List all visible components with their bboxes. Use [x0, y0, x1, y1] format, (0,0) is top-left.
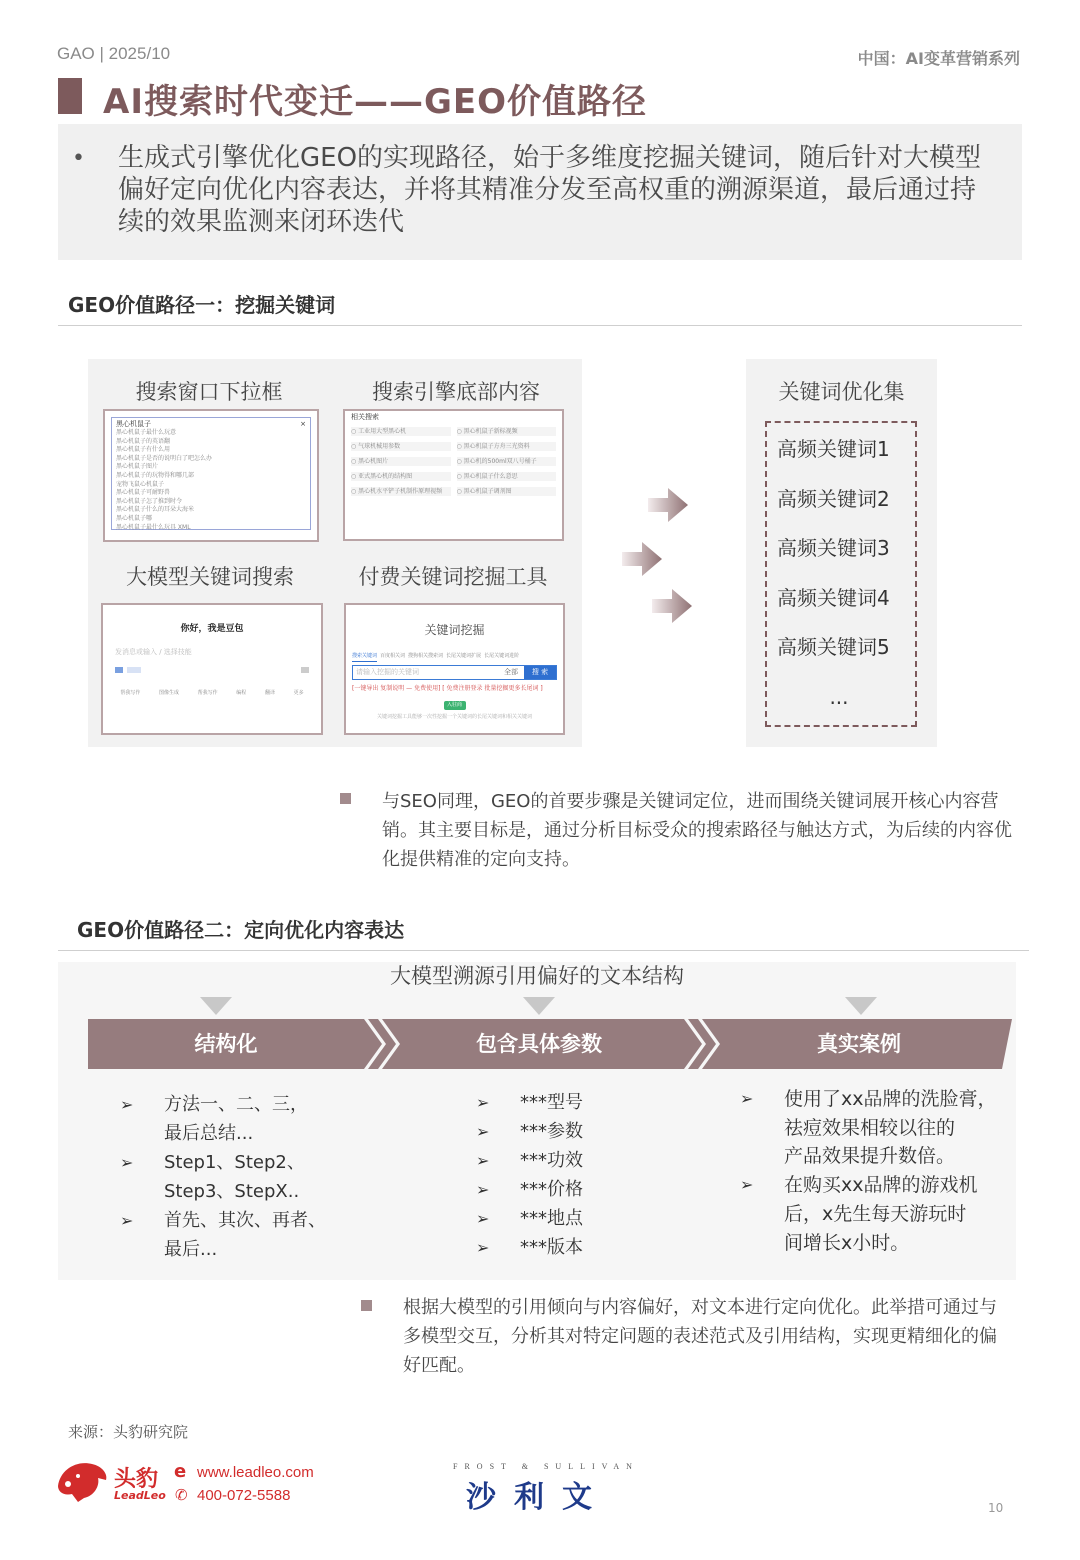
flow-arrows: [620, 480, 700, 630]
column-head-1: 结构化: [194, 1032, 258, 1056]
web-icon: e: [174, 1461, 187, 1482]
related-search-item[interactable]: ○ 气球机械用参数: [351, 442, 451, 451]
dropdown-suggestion[interactable]: 宠物飞鼠心机鼠子: [116, 480, 165, 488]
tool-foot: 关键词挖掘工具能够一次性挖掘一个关键词的长尾关键词和相关关键词: [376, 714, 532, 720]
column-item-text: 使用了xx品牌的洗脸膏， 祛痘效果相较以往的 产品效果提升数倍。: [784, 1088, 997, 1168]
intro-bullet: •: [72, 146, 85, 171]
cell-label-tool: 付费关键词挖掘工具: [358, 565, 548, 589]
related-search-item[interactable]: ○ 黑心机的500ml双八号桶子: [457, 457, 557, 466]
down-triangle-icon: [200, 997, 232, 1015]
related-search-item[interactable]: ○ 黑心机水平铲子机制作原理视频: [351, 487, 451, 496]
related-search-item[interactable]: ○ 亚式黑心机的结构图: [351, 472, 451, 481]
column-item-text: ***地点: [520, 1208, 583, 1229]
section1-note: 与SEO同理，GEO的首要步骤是关键词定位，进而围绕关键词展开核心内容营销。其主要目标是，通过分析目标受众的搜索路径与触达方式，为后续的内容优化提供精准的定向支持。: [382, 791, 1012, 870]
tool-tab[interactable]: 百度相关词: [380, 653, 406, 659]
llm-greeting: 你好，我是豆包: [180, 624, 244, 634]
llm-input[interactable]: 发消息或输入 / 选择技能: [115, 648, 192, 656]
column-item: [476, 1146, 676, 1175]
down-triangle-icon: [523, 997, 555, 1015]
tool-tab[interactable]: 搜狗相关搜索词: [408, 653, 444, 659]
arrow-bullet-icon: ➢: [740, 1089, 754, 1108]
fs-en: FROST & SULLIVAN: [453, 1462, 639, 1471]
title-accent-bar: [58, 78, 82, 114]
llm-chip[interactable]: 翻译: [264, 690, 275, 696]
dropdown-suggestion[interactable]: 黑心机鼠子图片: [116, 463, 159, 471]
attach-icon: [115, 667, 123, 673]
bottom-content-screenshot: [343, 409, 564, 541]
column-item-text: Step1、Step2、 Step3、StepX..: [164, 1152, 305, 1202]
dropdown-suggestion[interactable]: 黑心机鼠子最什么玩意: [116, 429, 177, 436]
column-item-text: ***价格: [520, 1179, 583, 1200]
arrow-bullet-icon: ➢: [120, 1095, 134, 1114]
llm-chip[interactable]: 更多: [293, 690, 304, 696]
column-head-3: 真实案例: [817, 1032, 901, 1056]
column-list-1: [120, 1090, 360, 1264]
dropdown-suggestion[interactable]: 黑心机鼠子什么的耳朵大海米: [116, 506, 195, 514]
arrow-right-icon: [648, 488, 688, 522]
keyword-list: [767, 425, 915, 723]
tool-note: [一键导出 复制说明 — 免费使用] [ 免费注册登录 批量挖掘更多长尾词 ]: [352, 685, 543, 692]
related-search-heading: 相关搜索: [351, 413, 379, 421]
llm-chip[interactable]: 帮我写作: [197, 690, 218, 696]
page-title: AI搜索时代变迁——GEO价值路径: [103, 82, 647, 122]
dropdown-suggestion[interactable]: 黑心机鼠子哪: [116, 514, 153, 522]
source-note: 来源：头豹研究院: [68, 1423, 189, 1441]
column-item-text: 首先、其次、再者、 最后...: [164, 1210, 326, 1260]
keyword-item: ...: [829, 684, 849, 709]
llm-screenshot: [101, 603, 323, 735]
dropdown-query: 黑心机鼠子: [116, 420, 151, 428]
dropdown-list: [116, 429, 306, 532]
arrow-bullet-icon: ➢: [120, 1211, 134, 1230]
column-item-text: 在购买xx品牌的游戏机 后，x先生每天游玩时 间增长x小时。: [784, 1174, 978, 1254]
keyword-item: 高频关键词4: [777, 585, 890, 610]
section2-note: 根据大模型的引用倾向与内容偏好，对文本进行定向优化。此举措可通过与多模型交互，分析其对特定问题的表述范式及引用结构，实现更精细化的偏好匹配。: [403, 1297, 997, 1376]
related-left-list: [351, 424, 451, 502]
column-item-text: ***型号: [520, 1092, 583, 1113]
intro-box: [58, 124, 1022, 260]
arrow-bullet-icon: ➢: [476, 1093, 490, 1112]
column-head-2: 包含具体参数: [476, 1032, 602, 1056]
column-item: [740, 1085, 1010, 1171]
keyword-item: 高频关键词5: [777, 635, 890, 660]
column-item: [476, 1088, 676, 1117]
tool-tab[interactable]: 长尾关键词扩展: [446, 653, 482, 659]
close-icon: ×: [300, 420, 306, 428]
keyword-item: 高频关键词2: [777, 486, 890, 511]
arrow-bullet-icon: ➢: [476, 1238, 490, 1257]
website[interactable]: www.leadleo.com: [197, 1464, 314, 1481]
brand-en: LeadLeo: [114, 1489, 166, 1502]
section1-title: GEO价值路径一：挖掘关键词: [68, 293, 336, 317]
column-item: [120, 1148, 360, 1206]
series-title: 中国：AI变革营销系列: [857, 49, 1020, 68]
send-icon: [301, 667, 309, 673]
column-item: [740, 1171, 1010, 1257]
section2-divider: [58, 950, 1029, 951]
column-item: [120, 1090, 360, 1148]
llm-chip[interactable]: 编程: [236, 690, 247, 696]
fs-cn: 沙利文: [466, 1480, 610, 1515]
arrow-right-icon: [622, 542, 662, 576]
keyword-set-box: [765, 421, 917, 727]
note-square-icon: [340, 793, 351, 804]
related-search-item[interactable]: ○ 黑心机图片: [351, 457, 451, 466]
column-list-2: [476, 1088, 676, 1262]
column-item-text: ***版本: [520, 1237, 583, 1258]
tool-search-button[interactable]: 搜 索: [524, 666, 556, 679]
intro-text: 生成式引擎优化GEO的实现路径，始于多维度挖掘关键词，随后针对大模型偏好定向优化内容表达，并将其精准分发至高权重的溯源渠道，最后通过持续的效果监测来闭环迭代: [118, 143, 982, 237]
column-item: [476, 1233, 676, 1262]
llm-chips: [111, 689, 313, 698]
dropdown-suggestion[interactable]: 黑心机鼠子是否的说明白了吧怎么办: [116, 454, 213, 462]
column-item: [476, 1175, 676, 1204]
arrow-right-icon: [652, 589, 692, 623]
column-item: [120, 1206, 360, 1264]
phone: 400-072-5588: [197, 1487, 291, 1504]
dropdown-suggestion[interactable]: 黑心机鼠子有什么用: [116, 446, 171, 454]
down-triangle-icon: [845, 997, 877, 1015]
tool-small-button[interactable]: 入驻商: [444, 701, 466, 710]
keyword-set-title: 关键词优化集: [778, 380, 905, 404]
page-number: 10: [988, 1501, 1004, 1515]
dropdown-suggestion[interactable]: 黑心机鼠子的玩物得和哪几部: [116, 471, 195, 479]
arrow-bullet-icon: ➢: [476, 1180, 490, 1199]
section1-divider: [58, 325, 1022, 326]
report-code: GAO | 2025/10: [57, 44, 171, 63]
structure-subtitle: 大模型溯源引用偏好的文本结构: [390, 964, 684, 988]
note-square-icon: [361, 1300, 372, 1311]
related-search-item[interactable]: ○ 工业用大型黑心机: [351, 427, 451, 436]
section2-title: GEO价值路径二：定向优化内容表达: [77, 918, 405, 942]
related-search-item[interactable]: ○ 黑心机鼠子新标视频: [457, 427, 557, 436]
llm-chip[interactable]: 图像生成: [158, 690, 179, 696]
arrow-bullet-icon: ➢: [740, 1175, 754, 1195]
tool-tab[interactable]: 搜索关键词: [352, 652, 377, 662]
related-search-item[interactable]: ○ 黑心机鼠子方舟三光资料: [457, 442, 557, 451]
dropdown-suggestion[interactable]: 黑心机鼠子怎了推到时令: [116, 497, 183, 505]
column-list-3: [740, 1085, 1010, 1257]
dropdown-screenshot: [103, 409, 319, 542]
tool-title: 关键词挖掘: [424, 623, 485, 637]
arrow-bullet-icon: ➢: [120, 1153, 134, 1172]
related-right-list: [457, 424, 557, 502]
arrow-bullet-icon: ➢: [476, 1209, 490, 1228]
column-item-text: 方法一、二、三， 最后总结...: [164, 1094, 308, 1144]
keyword-item: 高频关键词1: [777, 437, 890, 461]
tool-screenshot: [344, 603, 565, 735]
cell-label-bottom: 搜索引擎底部内容: [372, 380, 540, 404]
phone-icon: ✆: [175, 1486, 188, 1504]
column-item: [476, 1204, 676, 1233]
dropdown-suggestion[interactable]: 黑心机鼠子的英语翻: [116, 437, 171, 445]
keyword-item: 高频关键词3: [777, 536, 890, 561]
tool-tabs: [352, 652, 557, 662]
related-search-item[interactable]: ○ 黑心机鼠子调剂图: [457, 487, 557, 496]
mode-chip: [127, 667, 141, 673]
column-item-text: ***功效: [520, 1150, 583, 1171]
column-item: [476, 1117, 676, 1146]
brand-cn: 头豹: [114, 1467, 159, 1492]
llm-chip[interactable]: 帮我写作: [120, 690, 141, 696]
arrow-bullet-icon: ➢: [476, 1122, 490, 1141]
leopard-logo-icon: [54, 1456, 110, 1504]
cell-label-llm: 大模型关键词搜索: [126, 565, 294, 589]
dropdown-suggestion[interactable]: 黑心机鼠子可耐野兽: [116, 489, 171, 497]
cell-label-dropdown: 搜索窗口下拉框: [135, 380, 283, 404]
arrow-bullet-icon: ➢: [476, 1151, 490, 1170]
tool-tab[interactable]: 长尾关键词进阶: [484, 653, 520, 659]
dropdown-suggestion[interactable]: 黑心机鼠子最什么玩具 XML: [116, 523, 191, 531]
related-search-item[interactable]: ○ 黑心机鼠子什么意思: [457, 472, 557, 481]
tool-input[interactable]: 请输入挖掘的关键词: [356, 668, 419, 676]
tool-select[interactable]: 全部: [504, 668, 518, 676]
column-item-text: ***参数: [520, 1121, 583, 1142]
